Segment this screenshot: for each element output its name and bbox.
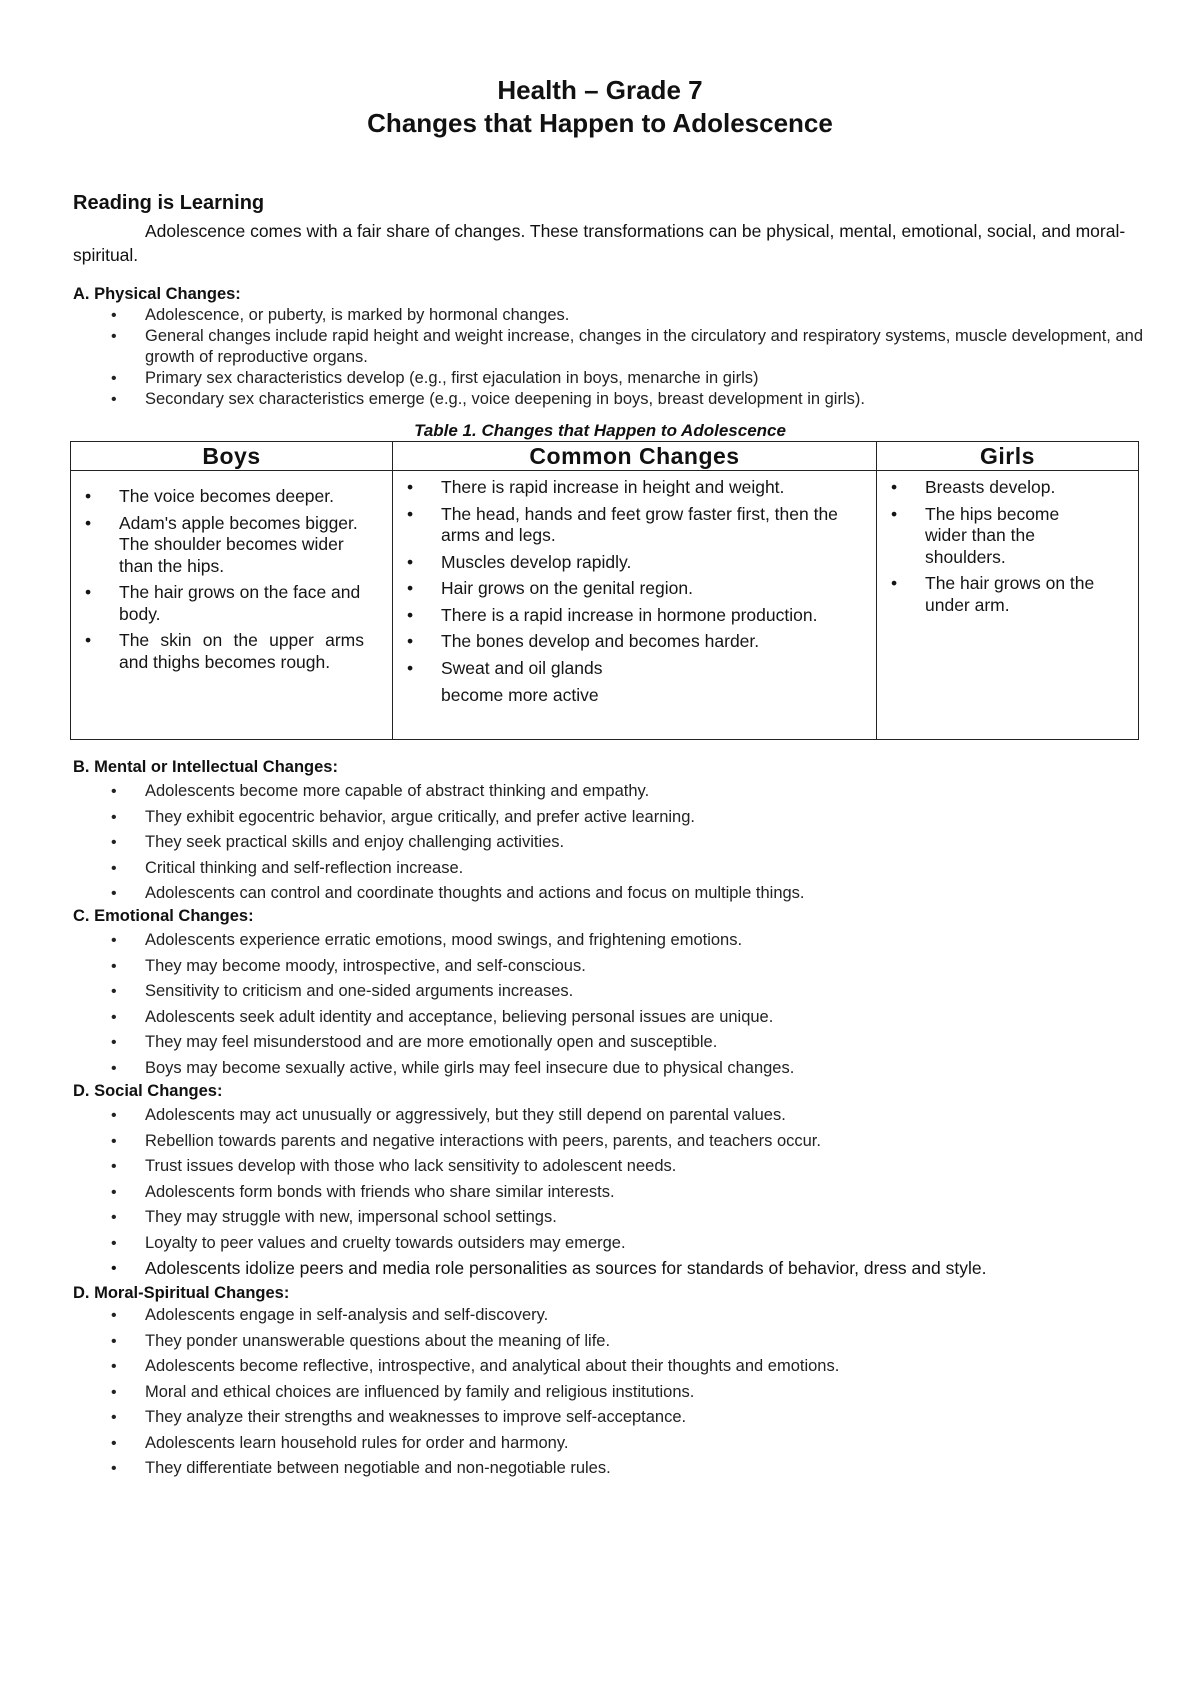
list-item: • Moral and ethical choices are influenced by family and religious institutions. <box>73 1380 1143 1406</box>
list-item-continuation: become more active <box>441 685 599 705</box>
list-item: • Adolescents can control and coordinate thoughts and actions and focus on multiple things. <box>73 881 1143 907</box>
changes-table <box>70 441 1139 740</box>
list-item: • There is rapid increase in height and weight. <box>393 477 876 499</box>
girls-cell <box>877 471 1139 740</box>
list-item: • Adolescents idolize peers and media role personalities as sources for standards of behavior, dress and style. <box>73 1256 1143 1282</box>
list-item: • Secondary sex characteristics emerge (e.g., voice deepening in boys, breast development in girls). <box>73 389 1143 410</box>
list-item: • They seek practical skills and enjoy challenging activities. <box>73 830 1143 856</box>
list-item: • Adolescents learn household rules for order and harmony. <box>73 1431 1143 1457</box>
table-header-boys: Boys <box>71 442 393 471</box>
list-item: • Breasts develop. <box>877 477 1138 499</box>
list-item: • Muscles develop rapidly. <box>393 552 876 574</box>
list-item: • General changes include rapid height and weight increase, changes in the circulatory and respiratory systems, muscle development, and growth of reproductive organs. <box>73 326 1143 368</box>
table-header-girls: Girls <box>877 442 1139 471</box>
mental-changes-label: B. Mental or Intellectual Changes: <box>73 758 338 776</box>
list-item: • Adolescents engage in self-analysis and self-discovery. <box>73 1303 1143 1329</box>
list-item: • They exhibit egocentric behavior, argue critically, and prefer active learning. <box>73 805 1143 831</box>
list-item: • They analyze their strengths and weaknesses to improve self-acceptance. <box>73 1405 1143 1431</box>
list-item: • The skin on the upper arms and thighs becomes rough. <box>71 630 392 673</box>
list-item: • Adolescents become more capable of abstract thinking and empathy. <box>73 779 1143 805</box>
list-item: • Sweat and oil glands <box>393 658 876 680</box>
list-item: • The head, hands and feet grow faster first, then the arms and legs. <box>393 504 876 547</box>
list-item: • Adolescents form bonds with friends who share similar interests. <box>73 1180 1143 1206</box>
mental-changes-list <box>73 779 1143 907</box>
emotional-changes-label: C. Emotional Changes: <box>73 907 254 925</box>
table-header-common: Common Changes <box>393 442 877 471</box>
list-item: • The hair grows on the under arm. <box>877 573 1138 616</box>
list-item: • There is a rapid increase in hormone production. <box>393 605 876 627</box>
reading-heading: Reading is Learning <box>73 192 265 214</box>
list-item: • The bones develop and becomes harder. <box>393 631 876 653</box>
intro-paragraph: Adolescence comes with a fair share of changes. These transformations can be physical, mental, emotional, social, and moral-spiritual. <box>73 221 1126 265</box>
list-item: • Hair grows on the genital region. <box>393 578 876 600</box>
list-item: • The hair grows on the face and body. <box>71 582 392 625</box>
social-changes-label: D. Social Changes: <box>73 1082 223 1100</box>
moral-spiritual-changes-label: D. Moral-Spiritual Changes: <box>73 1284 290 1302</box>
list-item: • Rebellion towards parents and negative interactions with peers, parents, and teachers occur. <box>73 1129 1143 1155</box>
list-item: • They may struggle with new, impersonal school settings. <box>73 1205 1143 1231</box>
list-item: • They ponder unanswerable questions about the meaning of life. <box>73 1329 1143 1355</box>
document-title: Health – Grade 7 <box>497 75 703 105</box>
list-item: • Adolescence, or puberty, is marked by hormonal changes. <box>73 305 1143 326</box>
list-item: • Adolescents seek adult identity and acceptance, believing personal issues are unique. <box>73 1005 1143 1031</box>
list-item: • The voice becomes deeper. <box>71 486 392 508</box>
list-item: • They differentiate between negotiable and non-negotiable rules. <box>73 1456 1143 1482</box>
document-subtitle: Changes that Happen to Adolescence <box>367 108 833 138</box>
list-item: • Critical thinking and self-reflection increase. <box>73 856 1143 882</box>
list-item: • Adam's apple becomes bigger. The shoulder becomes wider than the hips. <box>71 513 392 578</box>
boys-cell <box>71 471 393 740</box>
list-item: • The hips become wider than the shoulders. <box>877 504 1138 569</box>
list-item: • Sensitivity to criticism and one-sided arguments increases. <box>73 979 1143 1005</box>
physical-changes-list <box>73 305 1143 410</box>
moral-spiritual-changes-list <box>73 1303 1143 1482</box>
social-changes-list <box>73 1103 1143 1282</box>
list-item: • They may become moody, introspective, and self-conscious. <box>73 954 1143 980</box>
physical-changes-label: A. Physical Changes: <box>73 285 241 303</box>
list-item: • Primary sex characteristics develop (e.g., first ejaculation in boys, menarche in girls) <box>73 368 1143 389</box>
list-item: • They may feel misunderstood and are more emotionally open and susceptible. <box>73 1030 1143 1056</box>
table-caption: Table 1. Changes that Happen to Adolescence <box>414 421 786 440</box>
emotional-changes-list <box>73 928 1143 1081</box>
list-item: • Adolescents become reflective, introspective, and analytical about their thoughts and emotions. <box>73 1354 1143 1380</box>
list-item: • Adolescents may act unusually or aggressively, but they still depend on parental values. <box>73 1103 1143 1129</box>
list-item: • Adolescents experience erratic emotions, mood swings, and frightening emotions. <box>73 928 1143 954</box>
common-changes-cell <box>393 471 877 740</box>
list-item: • Loyalty to peer values and cruelty towards outsiders may emerge. <box>73 1231 1143 1257</box>
list-item: • Boys may become sexually active, while girls may feel insecure due to physical changes. <box>73 1056 1143 1082</box>
list-item: • Trust issues develop with those who lack sensitivity to adolescent needs. <box>73 1154 1143 1180</box>
